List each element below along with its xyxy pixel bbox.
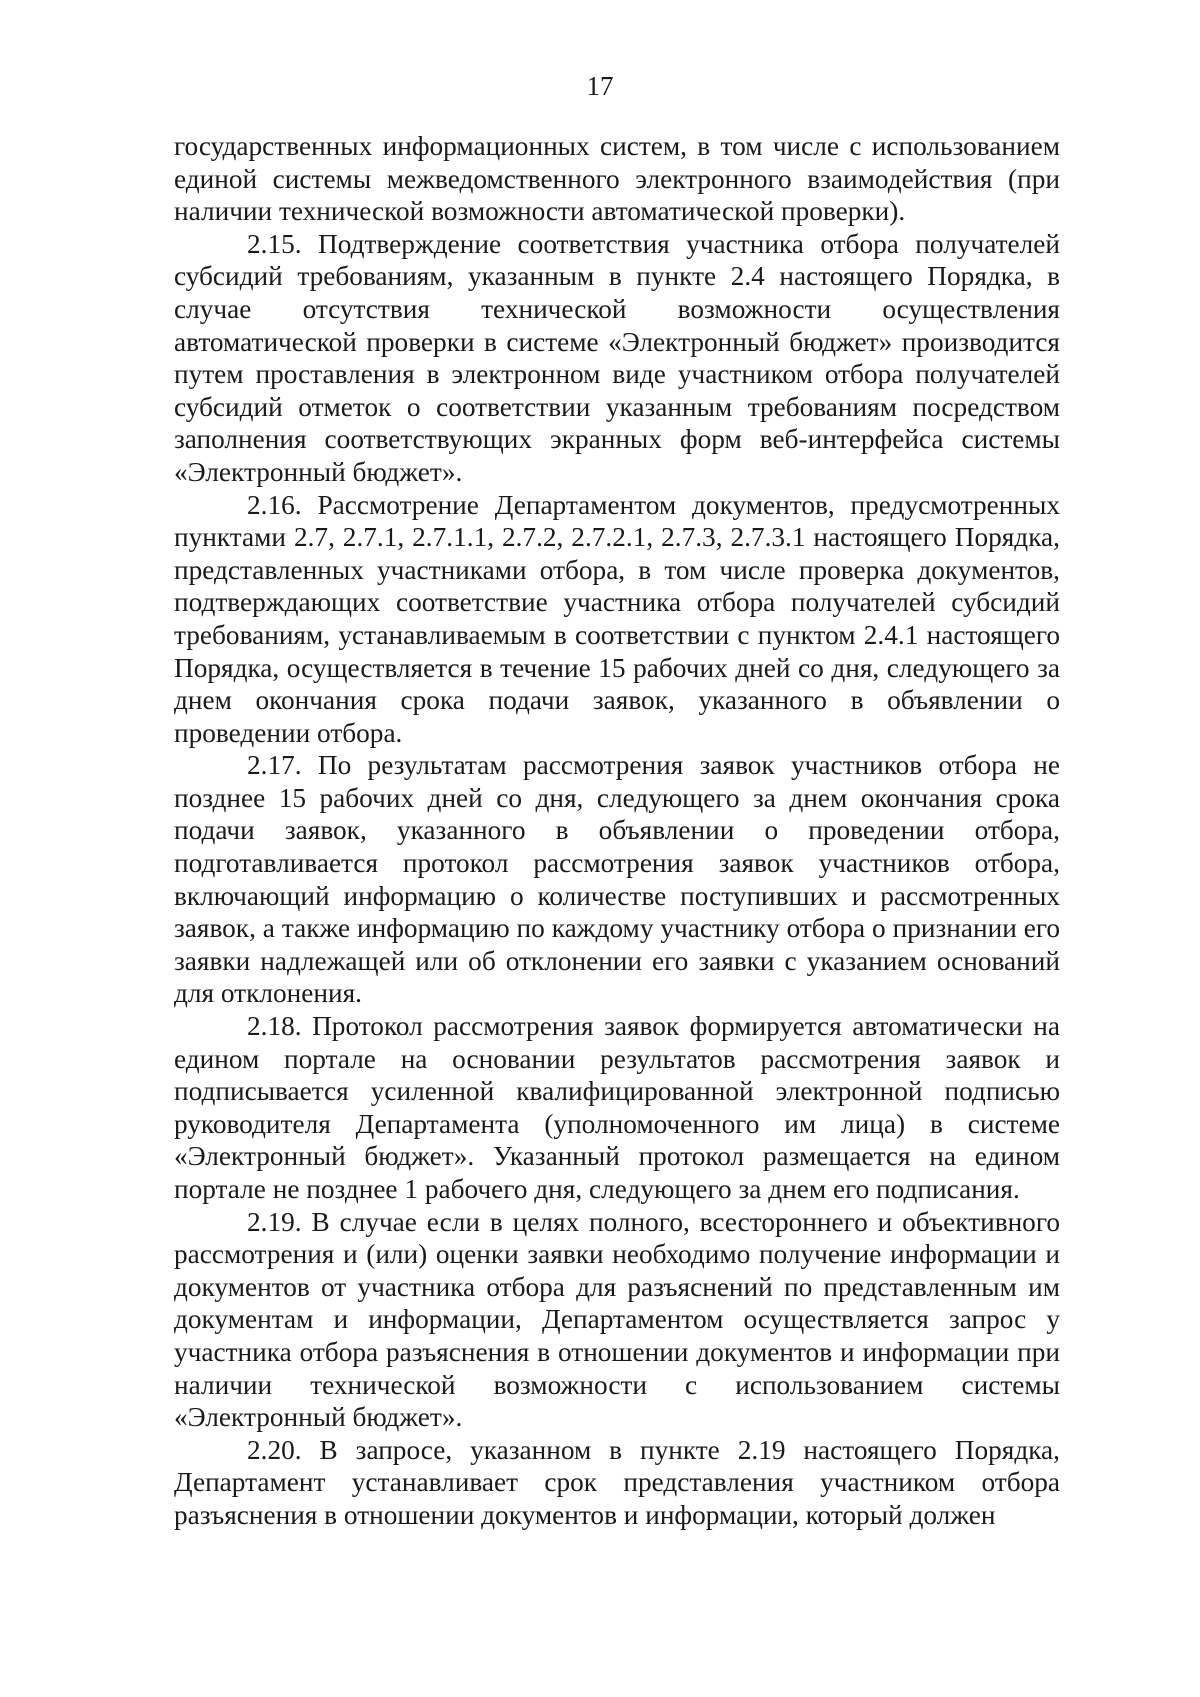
paragraph-2-16: 2.16. Рассмотрение Департаментом документов, предусмотренных пунктами 2.7, 2.7.1, 2.7.1.1, 2.7.2, 2.7.2.1, 2.7.3, 2.7.3.1 настоящего Порядка, представленных участниками отбора, в том числе проверка документов, подтверждающих соответствие участника отбора получателей субсидий требованиям, устанавливаемым в соответствии с пунктом 2.4.1 настоящего Порядка, осуществляется в течение 15 рабочих дней со дня, следующего за днем окончания срока подачи заявок, указанного в объявлении о проведении отбора.: [174, 489, 1060, 748]
paragraph-2-20: 2.20. В запросе, указанном в пункте 2.19 настоящего Порядка, Департамент устанавливает срок представления участником отбора разъяснения в отношении документов и информации, который должен: [174, 1434, 1060, 1530]
paragraph-2-15: 2.15. Подтверждение соответствия участника отбора получателей субсидий требованиям, указанным в пункте 2.4 настоящего Порядка, в случае отсутствия технической возможности осуществления автоматической проверки в системе «Электронный бюджет» производится путем проставления в электронном виде участником отбора получателей субсидий отметок о соответствии указанным требованиям посредством заполнения соответствующих экранных форм веб-интерфейса системы «Электронный бюджет».: [174, 228, 1060, 487]
paragraph-2-18: 2.18. Протокол рассмотрения заявок формируется автоматически на едином портале на основании результатов рассмотрения заявок и подписывается усиленной квалифицированной электронной подписью руководителя Департамента (уполномоченного им лица) в системе «Электронный бюджет». Указанный протокол размещается на едином портале не позднее 1 рабочего дня, следующего за днем его подписания.: [174, 1011, 1060, 1204]
document-body: [174, 130, 1060, 1532]
paragraph-2-17: 2.17. По результатам рассмотрения заявок участников отбора не позднее 15 рабочих дней со дня, следующего за днем окончания срока подачи заявок, указанного в объявлении о проведении отбора, подготавливается протокол рассмотрения заявок участников отбора, включающий информацию о количестве поступивших и рассмотренных заявок, а также информацию по каждому участнику отбора о признании его заявки надлежащей или об отклонении его заявки с указанием оснований для отклонения.: [174, 750, 1060, 1009]
paragraph-2-19: 2.19. В случае если в целях полного, всестороннего и объективного рассмотрения и (или) оценки заявки необходимо получение информации и документов от участника отбора для разъяснений по представленным им документам и информации, Департаментом осуществляется запрос у участника отбора разъяснения в отношении документов и информации при наличии технической возможности с использованием системы «Электронный бюджет».: [174, 1206, 1060, 1433]
page-number: 17: [586, 71, 614, 101]
paragraph-continuation: государственных информационных систем, в том числе с использованием единой системы межведомственного электронного взаимодействия (при наличии технической возможности автоматической проверки).: [174, 131, 1060, 227]
